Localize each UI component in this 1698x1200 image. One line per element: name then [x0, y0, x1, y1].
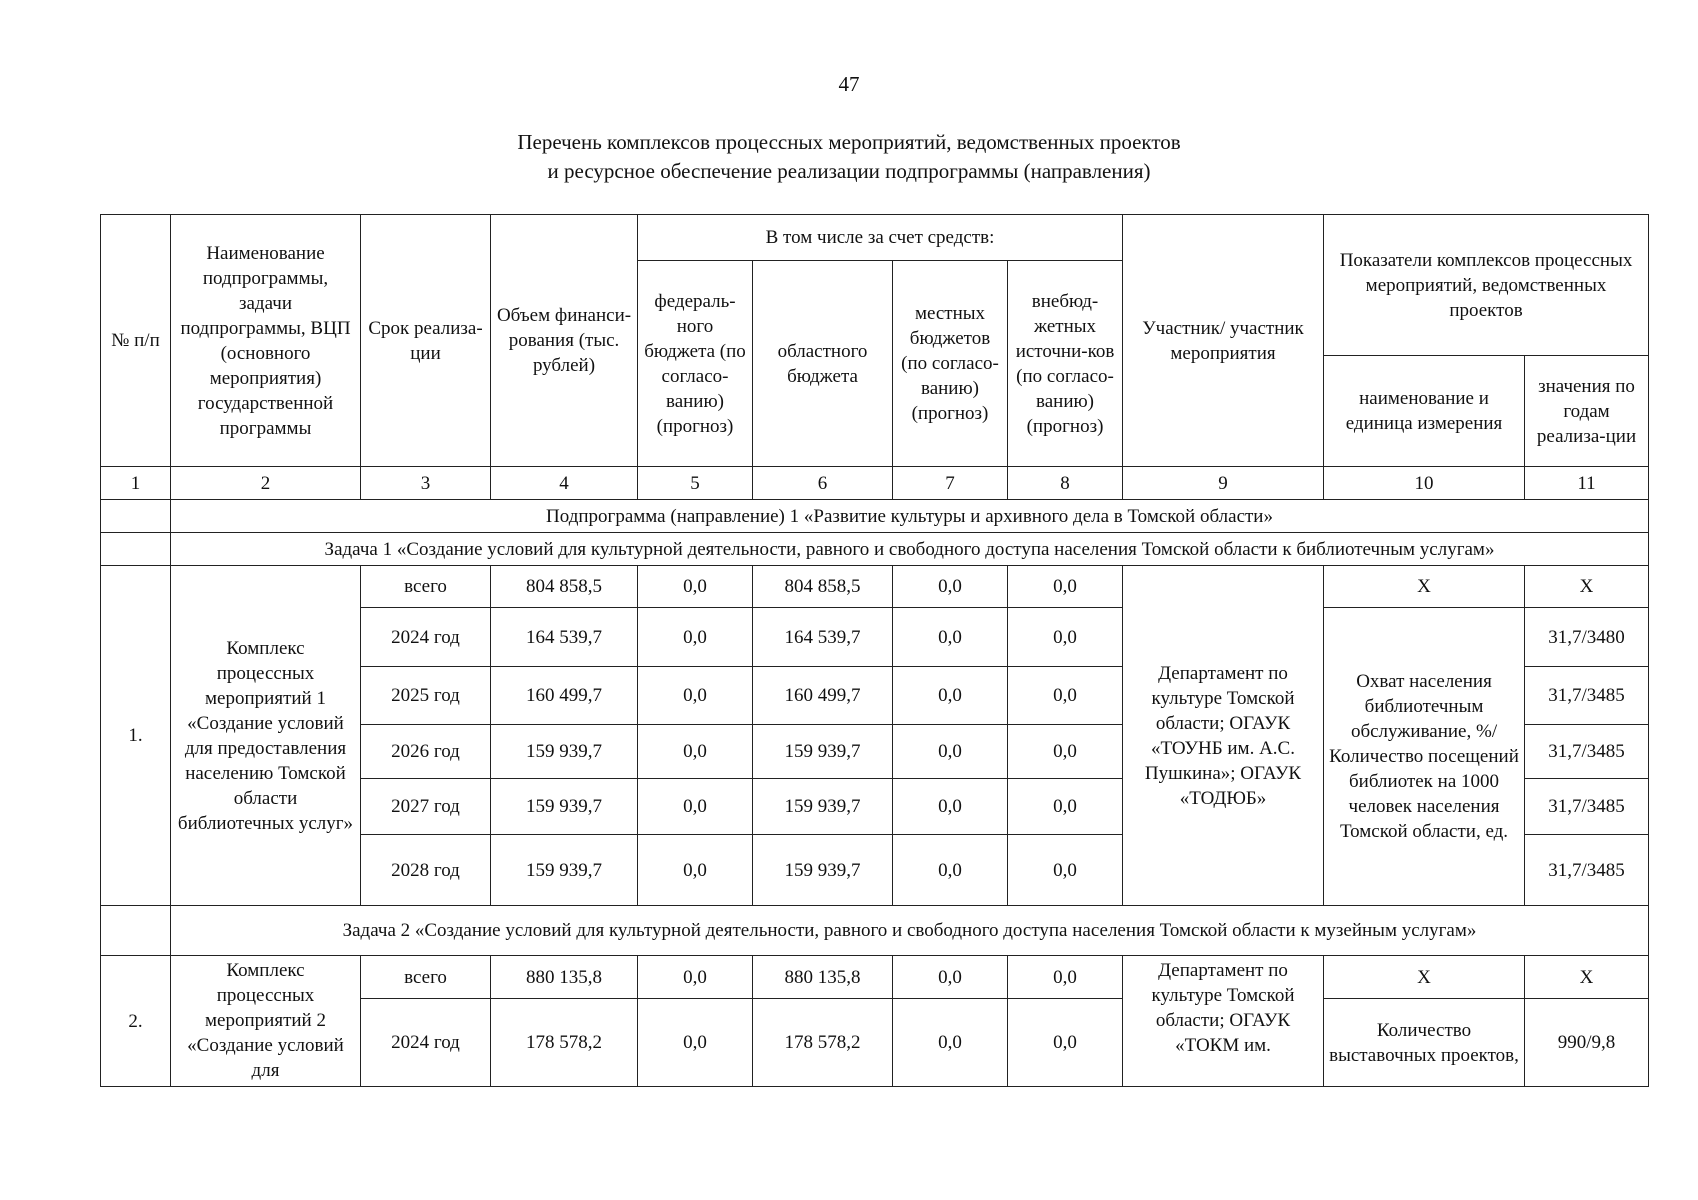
regional-cell: 159 939,7	[753, 725, 893, 779]
extrabudget-cell: 0,0	[1008, 956, 1123, 999]
column-number: 7	[893, 467, 1008, 500]
indicator-name-cell: Количество выставочных проектов,	[1324, 999, 1525, 1087]
header-period: Срок реализа-ции	[361, 215, 491, 467]
indicator-value-cell: Х	[1525, 956, 1649, 999]
page-number: 47	[838, 72, 860, 96]
extrabudget-cell: 0,0	[1008, 667, 1123, 725]
indicator-value-cell: Х	[1525, 566, 1649, 608]
column-number: 10	[1324, 467, 1525, 500]
federal-cell: 0,0	[638, 835, 753, 906]
regional-cell: 880 135,8	[753, 956, 893, 999]
activity-name: Комплекс процессных мероприятий 1 «Создание условий для предоставления населению Томской области библиотечных услуг»	[171, 566, 361, 906]
column-number: 8	[1008, 467, 1123, 500]
indicator-name-cell: Охват населения библиотечным обслуживание, %/ Количество посещений библиотек на 1000 человек населения Томской области, ед.	[1324, 608, 1525, 906]
regional-cell: 159 939,7	[753, 779, 893, 835]
activities-table	[100, 214, 1649, 1087]
empty-cell	[101, 906, 171, 956]
period-cell: 2025 год	[361, 667, 491, 725]
header-indicator-name: наименование и единица измерения	[1324, 356, 1525, 467]
federal-cell: 0,0	[638, 956, 753, 999]
regional-cell: 159 939,7	[753, 835, 893, 906]
period-cell: 2028 год	[361, 835, 491, 906]
extrabudget-cell: 0,0	[1008, 779, 1123, 835]
extrabudget-cell: 0,0	[1008, 608, 1123, 667]
volume-cell: 159 939,7	[491, 779, 638, 835]
header-volume: Объем финанси-рования (тыс. рублей)	[491, 215, 638, 467]
extrabudget-cell: 0,0	[1008, 835, 1123, 906]
period-cell: 2026 год	[361, 725, 491, 779]
title-line-1: Перечень комплексов процессных мероприятий, ведомственных проектов	[517, 130, 1181, 154]
header-indicator-values: значения по годам реализа-ции	[1525, 356, 1649, 467]
period-cell: всего	[361, 566, 491, 608]
federal-cell: 0,0	[638, 999, 753, 1087]
row-number: 1.	[101, 566, 171, 906]
header-incl-sources: В том числе за счет средств:	[638, 215, 1123, 261]
header-regional: областного бюджета	[753, 261, 893, 467]
column-number: 5	[638, 467, 753, 500]
local-cell: 0,0	[893, 608, 1008, 667]
period-cell: 2027 год	[361, 779, 491, 835]
indicator-value-cell: 31,7/3485	[1525, 835, 1649, 906]
extrabudget-cell: 0,0	[1008, 566, 1123, 608]
participant-cell: Департамент по культуре Томской области; ОГАУК «ТОУНБ им. А.С. Пушкина»; ОГАУК «ТОДЮБ»	[1123, 566, 1324, 906]
header-federal: федераль-ного бюджета (по согласо-ванию) (прогноз)	[638, 261, 753, 467]
task-1-title: Задача 1 «Создание условий для культурной деятельности, равного и свободного доступа населения Томской области к библиотечным услугам»	[171, 533, 1649, 566]
local-cell: 0,0	[893, 999, 1008, 1087]
federal-cell: 0,0	[638, 725, 753, 779]
header-extrabudget: внебюд-жетных источни-ков (по согласо-ванию) (прогноз)	[1008, 261, 1123, 467]
column-number: 3	[361, 467, 491, 500]
header-participant: Участник/ участник мероприятия	[1123, 215, 1324, 467]
local-cell: 0,0	[893, 779, 1008, 835]
indicator-value-cell: 31,7/3485	[1525, 725, 1649, 779]
task-1-row	[101, 533, 1649, 566]
indicator-name-cell: Х	[1324, 956, 1525, 999]
header-indicators: Показатели комплексов процессных мероприятий, ведомственных проектов	[1324, 215, 1649, 356]
row-number: 2.	[101, 956, 171, 1087]
column-numbers-row	[101, 467, 1649, 500]
indicator-value-cell: 31,7/3485	[1525, 667, 1649, 725]
regional-cell: 160 499,7	[753, 667, 893, 725]
header-name: Наименование подпрограммы, задачи подпрограммы, ВЦП (основного мероприятия) государственной программы	[171, 215, 361, 467]
federal-cell: 0,0	[638, 667, 753, 725]
empty-cell	[101, 533, 171, 566]
task-2-row	[101, 906, 1649, 956]
volume-cell: 880 135,8	[491, 956, 638, 999]
column-number: 6	[753, 467, 893, 500]
column-number: 2	[171, 467, 361, 500]
federal-cell: 0,0	[638, 608, 753, 667]
title-line-2: и ресурсное обеспечение реализации подпрограммы (направления)	[547, 159, 1151, 183]
header-num: № п/п	[101, 215, 171, 467]
regional-cell: 164 539,7	[753, 608, 893, 667]
period-cell: 2024 год	[361, 999, 491, 1087]
indicator-value-cell: 31,7/3485	[1525, 779, 1649, 835]
volume-cell: 804 858,5	[491, 566, 638, 608]
header-local: местных бюджетов (по согласо-ванию) (прогноз)	[893, 261, 1008, 467]
local-cell: 0,0	[893, 835, 1008, 906]
federal-cell: 0,0	[638, 779, 753, 835]
extrabudget-cell: 0,0	[1008, 725, 1123, 779]
local-cell: 0,0	[893, 667, 1008, 725]
task-2-title: Задача 2 «Создание условий для культурной деятельности, равного и свободного доступа населения Томской области к музейным услугам»	[171, 906, 1649, 956]
federal-cell: 0,0	[638, 566, 753, 608]
local-cell: 0,0	[893, 725, 1008, 779]
indicator-value-cell: 990/9,8	[1525, 999, 1649, 1087]
volume-cell: 159 939,7	[491, 835, 638, 906]
document-title	[0, 128, 1698, 186]
regional-cell: 804 858,5	[753, 566, 893, 608]
volume-cell: 159 939,7	[491, 725, 638, 779]
subprogram-row	[101, 500, 1649, 533]
subprogram-title: Подпрограмма (направление) 1 «Развитие культуры и архивного дела в Томской области»	[171, 500, 1649, 533]
volume-cell: 164 539,7	[491, 608, 638, 667]
empty-cell	[101, 500, 171, 533]
indicator-value-cell: 31,7/3480	[1525, 608, 1649, 667]
table-row	[101, 566, 1649, 608]
volume-cell: 160 499,7	[491, 667, 638, 725]
table-row	[101, 956, 1649, 999]
local-cell: 0,0	[893, 956, 1008, 999]
participant-cell: Департамент по культуре Томской области; ОГАУК «ТОКМ им.	[1123, 956, 1324, 1087]
indicator-name-cell: Х	[1324, 566, 1525, 608]
period-cell: всего	[361, 956, 491, 999]
volume-cell: 178 578,2	[491, 999, 638, 1087]
column-number: 9	[1123, 467, 1324, 500]
activity-name: Комплекс процессных мероприятий 2 «Создание условий для	[171, 956, 361, 1087]
column-number: 1	[101, 467, 171, 500]
column-number: 4	[491, 467, 638, 500]
extrabudget-cell: 0,0	[1008, 999, 1123, 1087]
period-cell: 2024 год	[361, 608, 491, 667]
regional-cell: 178 578,2	[753, 999, 893, 1087]
column-number: 11	[1525, 467, 1649, 500]
local-cell: 0,0	[893, 566, 1008, 608]
